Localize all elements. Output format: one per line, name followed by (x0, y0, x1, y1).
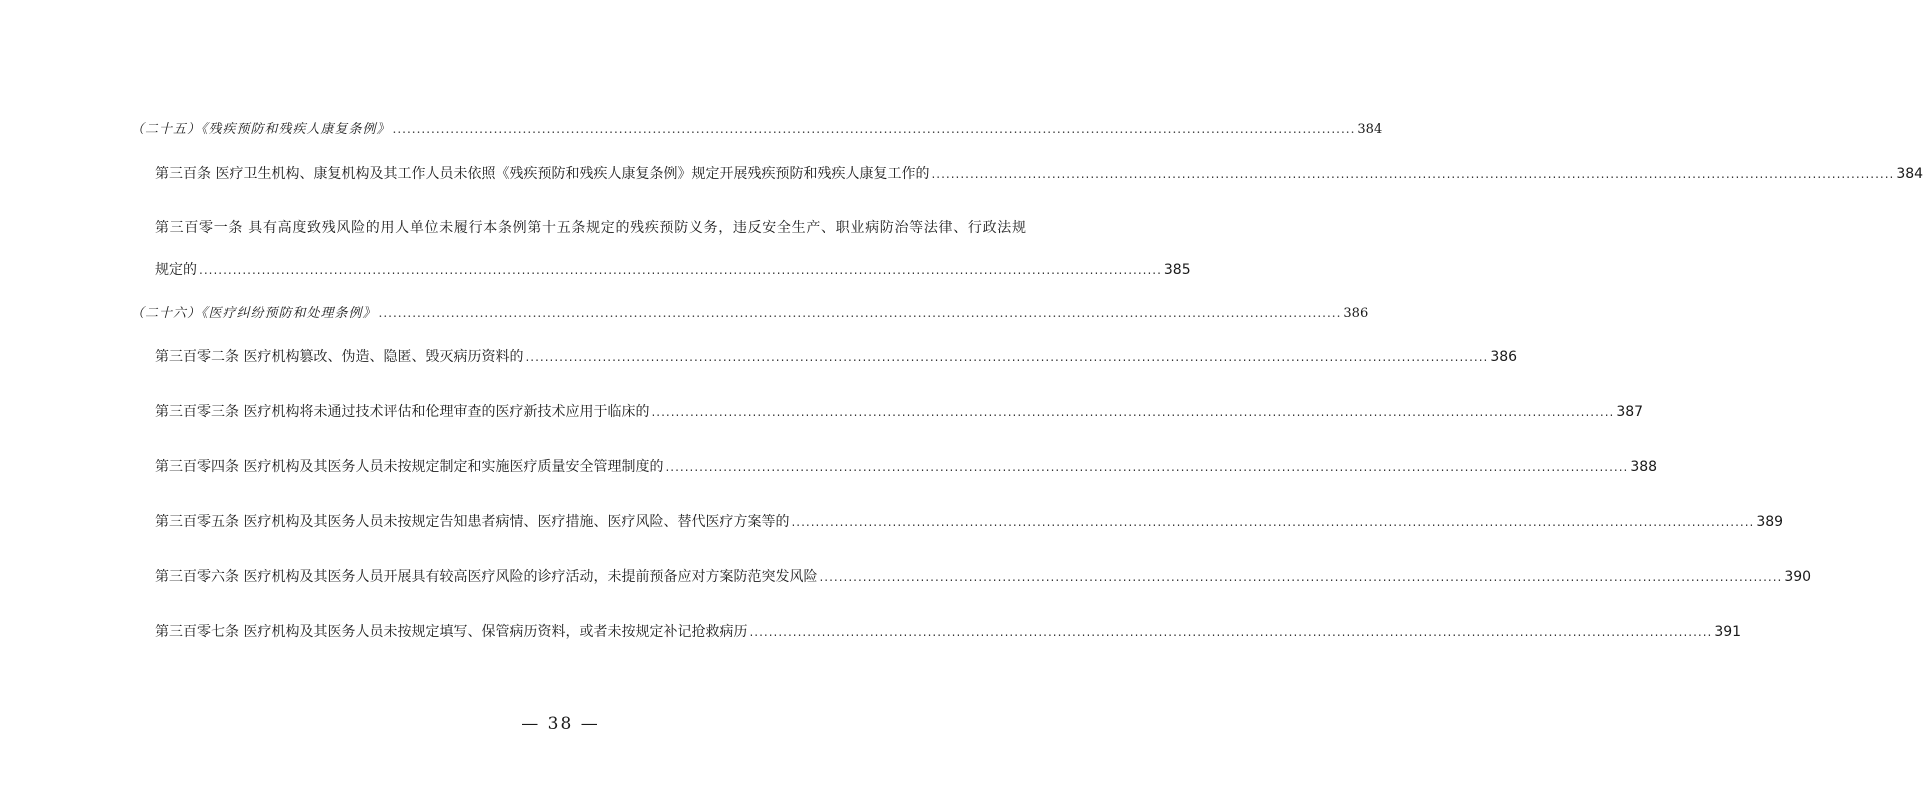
toc-entry-title: 第三百零五条 医疗机构及其医务人员未按规定告知患者病情、医疗措施、医疗风险、替代医疗方案等的 (155, 514, 790, 530)
toc-entry-page: 386 (1343, 306, 1369, 321)
toc-entry-title: 第三百零三条 医疗机构将未通过技术评估和伦理审查的医疗新技术应用于临床的 (155, 404, 650, 420)
toc-entry-section-26[interactable] (131, 303, 1369, 324)
toc-entry-title: 第三百零七条 医疗机构及其医务人员未按规定填写、保管病历资料，或者未按规定补记抢救病历 (155, 624, 748, 640)
dot-leader: ........................................................................................................................................................................................................ (378, 306, 1342, 320)
page-number-footer: — 38 — (521, 714, 600, 734)
toc-entry-title: 第三百零六条 医疗机构及其医务人员开展具有较高医疗风险的诊疗活动，未提前预备应对方案防范突发风险 (155, 569, 818, 585)
dot-leader: ........................................................................................................................................................................................................ (651, 405, 1615, 419)
toc-entry-page: 384 (1896, 166, 1923, 182)
toc-entry-article-303[interactable] (155, 402, 1644, 422)
toc-entry-page: 384 (1357, 122, 1383, 137)
dot-leader: ........................................................................................................................................................................................................ (931, 167, 1895, 181)
toc-entry-article-301-line1[interactable]: 第三百零一条 具有高度致残风险的用人单位未履行本条例第十五条规定的残疾预防义务，违反安全生产、职业病防治等法律、行政法规 (155, 220, 1026, 236)
dot-leader: ........................................................................................................................................................................................................ (749, 625, 1713, 639)
dot-leader: ........................................................................................................................................................................................................ (791, 515, 1755, 529)
toc-entry-page: 390 (1784, 569, 1812, 585)
toc-entry-page: 386 (1490, 349, 1518, 365)
dot-leader: ........................................................................................................................................................................................................ (525, 350, 1489, 364)
toc-entry-article-302[interactable] (155, 347, 1518, 367)
toc-entry-title: 规定的 (155, 262, 197, 278)
dot-leader: ........................................................................................................................................................................................................ (665, 460, 1629, 474)
toc-entry-page: 388 (1630, 459, 1658, 475)
toc-entry-title: （二十五）《残疾预防和残疾人康复条例》 (131, 122, 391, 137)
toc-entry-title: 第三百条 医疗卫生机构、康复机构及其工作人员未依照《残疾预防和残疾人康复条例》规定开展残疾预防和残疾人康复工作的 (155, 166, 930, 182)
toc-entry-title: （二十六）《医疗纠纷预防和处理条例》 (131, 306, 377, 321)
toc-entry-article-306[interactable] (155, 567, 1812, 587)
toc-entry-article-301[interactable] (155, 260, 1191, 280)
toc-entry-page: 387 (1616, 404, 1644, 420)
toc-entry-page: 385 (1163, 262, 1191, 278)
toc-entry-article-305[interactable] (155, 512, 1784, 532)
toc-entry-article-307[interactable] (155, 622, 1742, 642)
dot-leader: ........................................................................................................................................................................................................ (819, 570, 1783, 584)
dot-leader: ........................................................................................................................................................................................................ (199, 263, 1162, 277)
toc-entry-section-25[interactable] (131, 119, 1383, 140)
toc-entry-title: 第三百零二条 医疗机构篡改、伪造、隐匿、毁灭病历资料的 (155, 349, 524, 365)
dot-leader: ........................................................................................................................................................................................................ (392, 122, 1356, 136)
toc-entry-article-300[interactable] (155, 164, 1923, 184)
toc-entry-page: 389 (1756, 514, 1784, 530)
toc-entry-page: 391 (1714, 624, 1742, 640)
toc-entry-article-304[interactable] (155, 457, 1658, 477)
toc-entry-title: 第三百零四条 医疗机构及其医务人员未按规定制定和实施医疗质量安全管理制度的 (155, 459, 664, 475)
